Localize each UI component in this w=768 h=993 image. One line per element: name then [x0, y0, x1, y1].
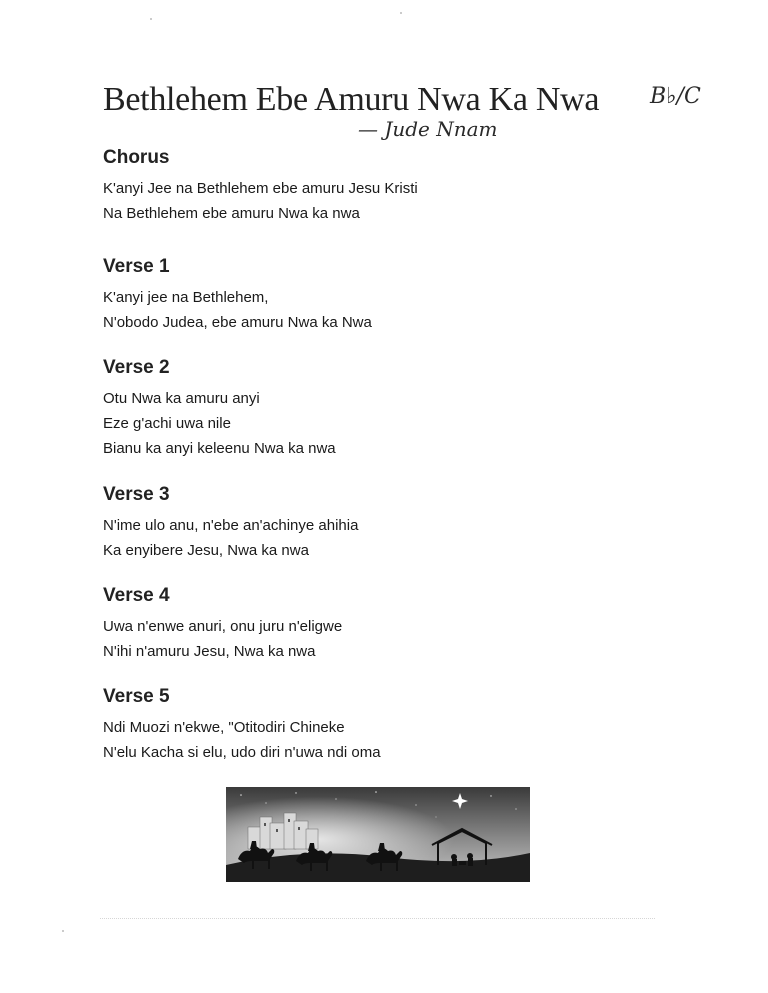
- lyric-line: Bianu ka anyi keleenu Nwa ka nwa: [103, 440, 336, 457]
- lyric-line: K'anyi jee na Bethlehem,: [103, 289, 269, 306]
- lyric-line: Ndi Muozi n'ekwe, "Otitodiri Chineke: [103, 719, 345, 736]
- lyric-line: Otu Nwa ka amuru anyi: [103, 390, 260, 407]
- scan-speck: [400, 12, 402, 14]
- handwritten-author-note: — Jude Nnam: [358, 117, 498, 141]
- lyric-line: Na Bethlehem ebe amuru Nwa ka nwa: [103, 205, 360, 222]
- handwritten-key-note: B♭/C: [650, 84, 701, 109]
- divider: [100, 918, 655, 919]
- section-heading: Verse 1: [103, 256, 170, 277]
- section-heading: Chorus: [103, 147, 170, 168]
- verse-5-section: [103, 686, 381, 765]
- verse-4-section: [103, 585, 342, 664]
- lyric-line: Uwa n'enwe anuri, onu juru n'eligwe: [103, 618, 343, 635]
- lyric-line: Ka enyibere Jesu, Nwa ka nwa: [103, 542, 309, 559]
- lyric-line: N'elu Kacha si elu, udo diri n'uwa ndi oma: [103, 744, 381, 761]
- lyric-line: N'ime ulo anu, n'ebe an'achinye ahihia: [103, 517, 359, 534]
- scan-speck: [150, 18, 152, 20]
- lyric-line: Eze g'achi uwa nile: [103, 415, 231, 432]
- lyric-line: K'anyi Jee na Bethlehem ebe amuru Jesu Kristi: [103, 180, 418, 197]
- section-heading: Verse 4: [103, 585, 170, 606]
- nativity-scene-image: [226, 787, 530, 882]
- scan-speck: [62, 930, 64, 932]
- lyric-line: N'obodo Judea, ebe amuru Nwa ka Nwa: [103, 314, 372, 331]
- section-heading: Verse 5: [103, 686, 170, 707]
- verse-3-section: [103, 484, 358, 563]
- page-title: Bethlehem Ebe Amuru Nwa Ka Nwa: [103, 81, 600, 118]
- lyric-line: N'ihi n'amuru Jesu, Nwa ka nwa: [103, 643, 316, 660]
- verse-1-section: [103, 256, 372, 335]
- chorus-section: [103, 147, 418, 226]
- section-heading: Verse 2: [103, 357, 170, 378]
- verse-2-section: [103, 357, 336, 461]
- section-heading: Verse 3: [103, 484, 170, 505]
